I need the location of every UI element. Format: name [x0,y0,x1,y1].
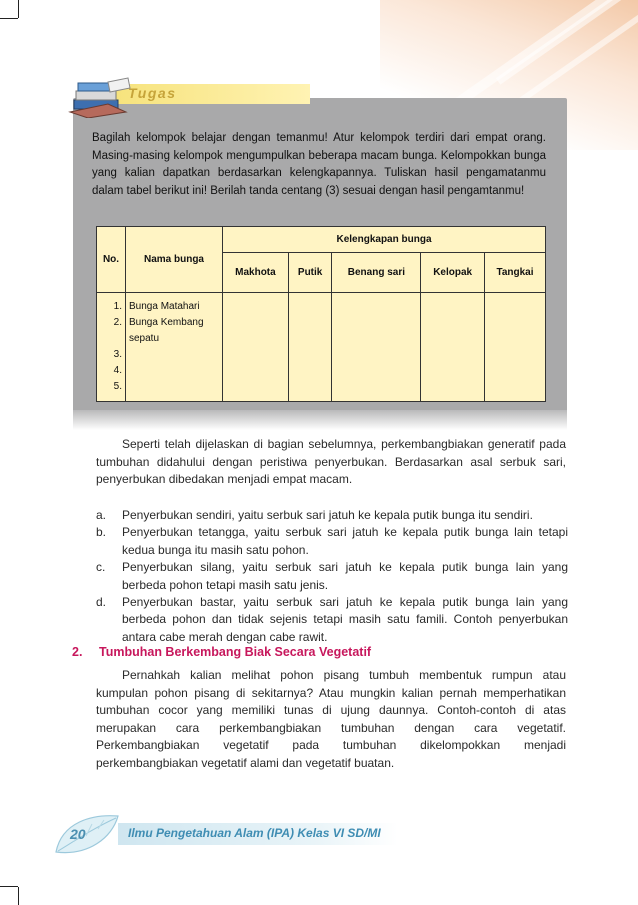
list-text: Penyerbukan sendiri, yaitu serbuk sari jatuh ke kepala putik bunga itu sendiri. [122,508,533,522]
observation-table [96,226,546,402]
row-number: 1. [113,301,122,312]
list-item [96,594,568,646]
list-marker: d. [96,595,107,610]
header-putik: Putik [288,253,332,293]
list-marker: c. [96,560,106,575]
books-icon [68,74,134,118]
section-heading [72,645,371,659]
flower-names [126,293,223,402]
header-tangkai: Tangkai [484,253,545,293]
leaf-icon [52,812,122,858]
list-text: Penyerbukan tetangga, yaitu serbuk sari jatuh ke kepala putik bunga lain tetapi kedua bunga itu masih satu pohon. [122,525,568,557]
header-makhota: Makhota [223,253,289,293]
section-title: Tumbuhan Berkembang Biak Secara Vegetatif [99,645,372,659]
list-marker: a. [96,508,107,522]
flower-name: Bunga Matahari [129,301,200,312]
paragraph-pollination: Seperti telah dijelaskan di bagian sebelumnya, perkembangbiakan generatif pada tumbuhan didahului dengan peristiwa penyerbukan. Berdasarkan asal serbuk sari, penyerbukan dibedakan menjadi empat macam. [96,437,566,487]
list-item [96,559,568,594]
task-box-shadow [73,410,567,430]
header-completeness: Kelengkapan bunga [223,227,546,253]
cell-makhota [223,293,289,402]
crop-mark-top-left-h [0,18,18,19]
crop-mark-bottom-left-v [18,887,19,905]
task-title: Tugas [128,85,177,101]
crop-mark-top-left-v [18,0,19,18]
list-item [96,507,568,524]
row-number: 2. [113,317,122,328]
row-number: 4. [113,365,122,376]
book-title: Ilmu Pengetahuan Alam (IPA) Kelas VI SD/MI [128,826,381,840]
paragraph-vegetative: Pernahkah kalian melihat pohon pisang tumbuh membentuk rumpun atau kumpulan pohon pisang di sekitarnya? Atau mungkin kalian pernah memperhatikan tumbuhan cocor yang memiliki tunas di ujung daunnya. Contoh-contoh di atas merupakan cara perkembangbiakan tumbuhan dengan cara vegetatif. Perkembangbiakan vegetatif pada tumbuhan dikelompokkan menjadi perkembangbiakan vegetatif alami dan vegetatif buatan. [96,668,566,770]
crop-mark-bottom-left-h [0,886,18,887]
task-instructions: Bagilah kelompok belajar dengan temanmu! Atur kelompok terdiri dari empat orang. Masing-masing kelompok mengumpulkan beberapa macam bunga. Kelompokkan bunga yang kalian dapatkan berdasarkan kelengkapannya. Tuliskan hasil pengamatanmu dalam tabel berikut ini! Berilah tanda centang (3) sesuai dengan hasil pengamtanmu! [92,132,546,197]
header-benang-sari: Benang sari [332,253,421,293]
list-text: Penyerbukan bastar, yaitu serbuk sari jatuh ke kepala putik bunga lain yang berbeda pohon dan tidak sejenis tetapi masih satu famili. Contoh penyerbukan antara cabe merah dengan cabe rawit. [122,595,568,644]
section-number: 2. [72,645,83,659]
row-number: 3. [113,349,122,360]
cell-benang-sari [332,293,421,402]
header-no: No. [97,227,126,293]
list-text: Penyerbukan silang, yaitu serbuk sari jatuh ke kepala putik bunga lain yang berbeda pohon tetapi masih satu jenis. [122,560,568,592]
pollination-list [96,507,568,646]
header-kelopak: Kelopak [421,253,485,293]
flower-name: Bunga Kembang sepatu [129,317,204,344]
cell-tangkai [484,293,545,402]
cell-kelopak [421,293,485,402]
cell-putik [288,293,332,402]
list-item [96,524,568,559]
header-flower-name: Nama bunga [126,227,223,293]
row-number: 5. [113,381,122,392]
list-marker: b. [96,525,107,540]
page-number: 20 [70,826,86,842]
row-numbers [97,293,126,402]
